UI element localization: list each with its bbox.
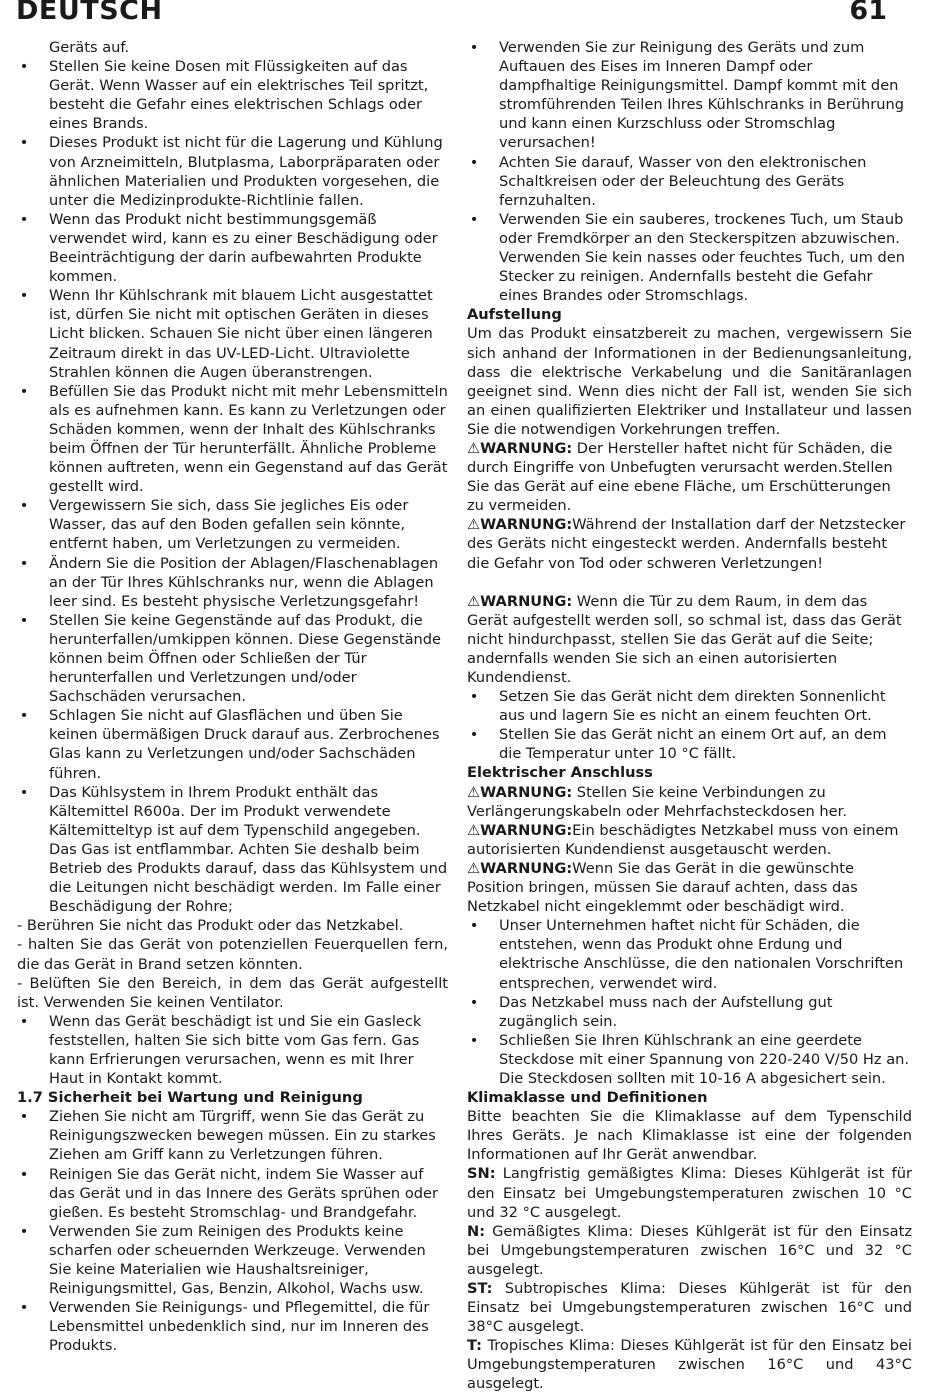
climate-code: T: [467,1337,482,1355]
list-item-text: Wenn das Produkt nicht bestimmungsgemäß verwendet wird, kann es zu einer Beschädigung oder Beeinträchtigung der darin aufbewahrten Produkte kommen. [49,210,438,286]
bullet-icon: • [469,688,479,706]
warning-icon: ⚠ [467,592,481,610]
bullet-list [17,1107,448,1355]
list-item [17,496,448,553]
warning-paragraph [467,821,912,859]
bullet-icon: • [19,783,29,801]
bullet-icon: • [19,58,29,76]
bullet-icon: • [19,611,29,629]
bullet-list [17,1012,448,1088]
bullet-icon: • [469,917,479,935]
language-label: DEUTSCH [16,0,163,26]
climate-text: Gemäßigtes Klima: Dieses Kühlgerät ist für den Einsatz bei Umgebungstemperaturen zwischen 16°C und 32 °C ausgelegt. [467,1222,912,1278]
right-column [467,38,912,1394]
warning-label: WARNUNG: [480,783,573,801]
dash-item: - Berühren Sie nicht das Produkt oder das Netzkabel. [17,917,404,935]
list-item [17,783,448,917]
warning-label: WARNUNG: [480,821,573,839]
warning-label: WARNUNG: [480,592,573,610]
bullet-list [17,57,448,916]
list-item-text: Schlagen Sie nicht auf Glasflächen und üben Sie keinen übermäßigen Druck darauf aus. Zerbrochenes Glas kann zu Verletzungen und/oder Sachschäden führen. [49,707,440,782]
left-column [17,38,448,1355]
section-heading: Aufstellung [467,306,562,324]
page-header [0,0,950,30]
bullet-icon: • [19,1222,29,1240]
spacer [467,573,912,592]
paragraph: Bitte beachten Sie die Klimaklasse auf dem Typenschild Ihres Geräts. Je nach Klimaklasse ist eine der folgenden Informationen auf Ihr Gerät anwendbar. [467,1108,912,1164]
warning-paragraph [467,783,912,821]
list-item [17,1222,448,1298]
list-item-text: Vergewissern Sie sich, dass Sie jegliches Eis oder Wasser, das auf den Boden gefallen sein könnte, entfernt haben, um Verletzungen zu vermeiden. [49,497,409,553]
list-item-text: Ziehen Sie nicht am Türgriff, wenn Sie das Gerät zu Reinigungszwecken bewegen müssen. Ein zu starkes Ziehen am Griff kann zu Verletzungen führen. [49,1108,436,1164]
list-item [467,993,912,1031]
list-item-text: Das Netzkabel muss nach der Aufstellung gut zugänglich sein. [499,993,833,1030]
warning-paragraph [467,859,912,916]
warning-paragraph [467,515,912,572]
list-item [17,1298,448,1355]
bullet-icon: • [19,1108,29,1126]
list-item-text: Setzen Sie das Gerät nicht dem direkten Sonnenlicht aus und lagern Sie es nicht an einem feuchten Ort. [499,688,886,725]
bullet-icon: • [19,287,29,305]
section-heading: Klimaklasse und Definitionen [467,1089,708,1107]
dash-item: - Belüften Sie den Bereich, in dem das Gerät aufgestellt ist. Verwenden Sie keinen Ventilator. [17,974,448,1011]
section-heading: 1.7 Sicherheit bei Wartung und Reinigung [17,1089,363,1107]
bullet-icon: • [469,39,479,56]
bullet-icon: • [469,993,479,1011]
bullet-icon: • [469,153,479,171]
list-item [17,1107,448,1164]
bullet-list [467,38,912,305]
list-item [467,916,912,992]
climate-text: Langfristig gemäßigtes Klima: Dieses Kühlgerät ist für den Einsatz bei Umgebungstemperaturen zwischen 10 °C und 32 °C ausgelegt. [467,1165,912,1221]
continued-text: Geräts auf. [49,39,130,56]
list-item-text: Reinigen Sie das Gerät nicht, indem Sie Wasser auf das Gerät und in das Innere des Geräts sprühen oder gießen. Es besteht Stromschlag- und Brandgefahr. [49,1165,438,1221]
warning-label: WARNUNG: [480,516,573,534]
climate-class [467,1279,912,1336]
list-item-text: Stellen Sie keine Gegenstände auf das Produkt, die herunterfallen/umkippen können. Diese Gegenstände können beim Öffnen oder Schließen der Tür herunterfallen und Verletzungen und/oder Sachschäden verursachen. [49,611,442,706]
dash-item: - halten Sie das Gerät von potenziellen Feuerquellen fern, die das Gerät in Brand setzen könnten. [17,936,448,973]
climate-class [467,1164,912,1221]
warning-text: Stellen Sie keine Verbindungen zu Verlängerungskabeln oder Mehrfachsteckdosen her. [467,783,847,820]
warning-icon: ⚠ [467,859,481,877]
climate-class [467,1222,912,1279]
climate-text: Tropisches Klima: Dieses Kühlgerät ist für den Einsatz bei Umgebungstemperaturen zwischen 16°C und 43°C ausgelegt. [467,1337,912,1393]
bullet-icon: • [469,726,479,744]
list-item-text: Befüllen Sie das Produkt nicht mit mehr Lebensmitteln als es aufnehmen kann. Es kann zu Verletzungen oder Schäden kommen, wenn der Inhalt des Kühlschranks beim Öffnen der Tür herunterfällt. Ähnliche Probleme können auftreten, wenn ein Gegenstand auf das Gerät gestellt wird. [49,382,448,496]
list-item-text: Schließen Sie Ihren Kühlschrank an eine geerdete Steckdose mit einer Spannung von 220-240 V/50 Hz an. Die Steckdosen sollten mit 10-16 A abgesichert sein. [499,1031,910,1087]
warning-label: WARNUNG: [480,859,573,877]
bullet-icon: • [19,210,29,228]
bullet-icon: • [469,1031,479,1049]
list-item [467,38,912,153]
bullet-icon: • [19,382,29,400]
list-item [17,133,448,209]
list-item [467,210,912,305]
list-item-text: Verwenden Sie Reinigungs- und Pflegemittel, die für Lebensmittel unbedenklich sind, nur im Inneren des Produkts. [49,1299,430,1355]
list-item [17,706,448,782]
list-item-text: Ändern Sie die Position der Ablagen/Flaschenablagen an der Tür Ihres Kühlschranks nur, wenn die Ablagen leer sind. Es besteht physische Verletzungsgefahr! [49,554,439,610]
warning-text: Der Hersteller haftet nicht für Schäden, die durch Eingriffe von Unbefugten verursacht werden.Stellen Sie das Gerät auf eine ebene Fläche, um Erschütterungen zu vermeiden. [467,439,893,515]
list-item [17,611,448,706]
list-item-text: Verwenden Sie zum Reinigen des Produkts keine scharfen oder scheuernden Werkzeuge. Verwenden Sie keine Materialien wie Haushaltsreiniger, Reinigungsmittel, Gas, Benzin, Alkohol, Wachs usw. [49,1222,426,1298]
list-item-text: Unser Unternehmen haftet nicht für Schäden, die entstehen, wenn das Produkt ohne Erdung und elektrische Anschlüsse, die den nationalen Vorschriften entsprechen, verwendet wird. [499,917,904,992]
list-item [17,1165,448,1222]
bullet-icon: • [19,1165,29,1183]
list-item [467,1031,912,1088]
bullet-list [467,687,912,763]
list-item-text: Wenn das Gerät beschädigt ist und Sie ein Gasleck feststellen, halten Sie sich bitte vom Gas fern. Gas kann Erfrierungen verursachen, wenn es mit Ihrer Haut in Kontakt kommt. [49,1012,422,1088]
list-item [17,286,448,381]
bullet-list [467,916,912,1088]
list-item [17,554,448,611]
warning-icon: ⚠ [467,516,481,534]
list-item-text: Wenn Ihr Kühlschrank mit blauem Licht ausgestattet ist, dürfen Sie nicht mit optischen Geräten in dieses Licht blicken. Schauen Sie nicht über einen längeren Zeitraum direkt in das UV-LED-Licht. Ultraviolette Strahlen können die Augen überanstrengen. [49,287,433,381]
list-item-text: Achten Sie darauf, Wasser von den elektronischen Schaltkreisen oder der Beleuchtung des Geräts fernzuhalten. [499,153,867,209]
warning-text: Wenn die Tür zu dem Raum, in dem das Gerät aufgestellt werden soll, so schmal ist, dass das Gerät nicht hindurchpasst, stellen Sie das Gerät auf die Seite; andernfalls wenden Sie sich an einen autorisierten Kundendienst. [467,592,902,686]
bullet-icon: • [19,554,29,572]
climate-text: Subtropisches Klima: Dieses Kühlgerät ist für den Einsatz bei Umgebungstemperaturen zwischen 16°C und 38°C ausgelegt. [467,1280,912,1336]
list-item [467,687,912,725]
list-item [17,382,448,497]
list-item [467,725,912,763]
section-heading: Elektrischer Anschluss [467,764,653,782]
climate-code: ST: [467,1280,493,1297]
list-item [17,1012,448,1088]
bullet-icon: • [19,707,29,725]
list-item-text: Verwenden Sie zur Reinigung des Geräts und zum Auftauen des Eises im Inneren Dampf oder dampfhaltige Reinigungsmittel. Dampf kommt mit den stromführenden Teilen Ihres Kühlschranks in Berührung und kann einen Kurzschluss oder Stromschlag verursachen! [499,39,905,152]
climate-code: N: [467,1222,486,1240]
climate-code: SN: [467,1165,496,1183]
bullet-icon: • [19,1299,29,1317]
warning-paragraph [467,439,912,515]
list-item-text: Stellen Sie das Gerät nicht an einem Ort auf, an dem die Temperatur unter 10 °C fällt. [499,726,887,763]
bullet-icon: • [19,497,29,515]
list-item-text: Stellen Sie keine Dosen mit Flüssigkeiten auf das Gerät. Wenn Wasser auf ein elektrisches Teil spritzt, besteht die Gefahr eines elektrischen Schlags oder eines Brands. [49,58,429,133]
warning-text: Während der Installation darf der Netzstecker des Geräts nicht eingesteckt werden. Andernfalls besteht die Gefahr von Tod oder schweren Verletzungen! [467,516,906,572]
warning-paragraph [467,592,912,687]
list-item-text: Dieses Produkt ist nicht für die Lagerung und Kühlung von Arzneimitteln, Blutplasma, Laborpräparaten oder ähnlichen Materialien und Produkten vorgesehen, die unter die Medizinprodukte-Richtlinie fallen. [49,134,443,209]
bullet-icon: • [469,210,479,228]
warning-icon: ⚠ [467,439,481,457]
warning-icon: ⚠ [467,821,481,839]
list-item [17,210,448,286]
climate-class [467,1336,912,1393]
warning-text: Wenn Sie das Gerät in die gewünschte Position bringen, müssen Sie darauf achten, dass das Netzkabel nicht eingeklemmt oder beschädigt wird. [467,859,858,916]
warning-icon: ⚠ [467,783,481,801]
paragraph: Um das Produkt einsatzbereit zu machen, vergewissern Sie sich anhand der Informationen in der Bedienungsanleitung, dass die elektrische Verkabelung und die Sanitäranlagen geeignet sind. Wenn dies nicht der Fall ist, wenden Sie sich an einen qualifizierten Elektriker und Installateur und lassen Sie die notwendigen Vorkehrungen treffen. [467,325,912,438]
list-item [17,57,448,133]
bullet-icon: • [19,134,29,152]
warning-text: Ein beschädigtes Netzkabel muss von einem autorisierten Kundendienst ausgetauscht werden. [467,821,899,858]
page-number: 61 [849,0,887,26]
warning-label: WARNUNG: [480,439,573,457]
list-item-text: Verwenden Sie ein sauberes, trockenes Tuch, um Staub oder Fremdkörper an den Steckerspitzen abzuwischen. Verwenden Sie kein nasses oder feuchtes Tuch, um den Stecker zu reinigen. Andernfalls besteht die Gefahr eines Brandes oder Stromschlags. [499,210,906,305]
list-item-text: Das Kühlsystem in Ihrem Produkt enthält das Kältemittel R600a. Der im Produkt verwendete Kältemitteltyp ist auf dem Typenschild angegeben. Das Gas ist entflammbar. Achten Sie deshalb beim Betrieb des Produkts darauf, dass das Kühlsystem und die Leitungen nicht beschädigt werden. Im Falle einer Beschädigung der Rohre; [49,783,448,916]
list-item [467,153,912,210]
bullet-icon: • [19,1012,29,1030]
